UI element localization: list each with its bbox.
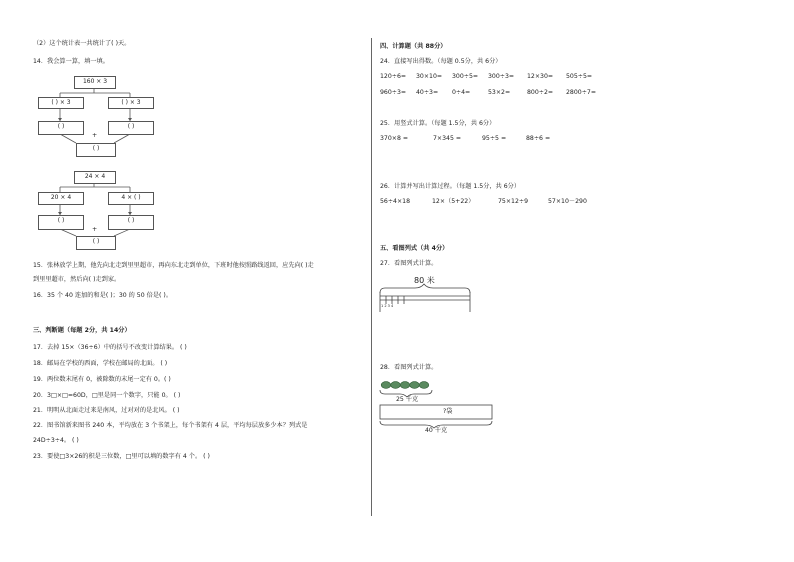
vertical-calc-1: 370×8 = <box>380 135 409 142</box>
tree1-right: ( ) × 3 <box>108 97 154 109</box>
vertical-calc-4: 88÷6 = <box>526 135 551 142</box>
tree2-mid-right: ( ) <box>108 215 154 230</box>
flour-bag-3 <box>400 382 410 389</box>
flour-bag-4 <box>410 382 420 389</box>
question-25: 25．用竖式计算。（每题 1.5分，共 6分） <box>380 120 496 127</box>
process-calc-3: 75×12÷9 <box>498 198 529 205</box>
question-15-line2: 到里里超市，然后向( )走到家。 <box>33 276 121 283</box>
tree2-left: 20 × 4 <box>38 192 84 205</box>
section-5-heading: 五、看图列式（共 4分） <box>380 245 449 252</box>
question-13-part-2: （2）这个统计表一共统计了( )天。 <box>33 40 131 47</box>
tree1-left: ( ) × 3 <box>38 97 84 109</box>
question-14: 14．我会算一算，填一填。 <box>33 58 109 65</box>
tree1-plus: + <box>92 132 98 139</box>
question-26: 26．计算并写出计算过程。（每题 1.5分，共 6分） <box>380 183 521 190</box>
question-15-line1: 15．张林放学上期，他先向北走到里里超市，再向东北走到单位，下班时他按照路线返回，应先向( )走 <box>33 262 314 269</box>
tree1-top: 160 × 3 <box>74 76 116 89</box>
tree2-plus: + <box>92 226 98 233</box>
question-20: 20．3□×□=60D，□里是同一个数字，只能 0。 ( ) <box>33 392 181 399</box>
calc-row1-3: 300÷5= <box>452 73 479 80</box>
question-23: 23．要使□3×26的积是三位数，□里可以填的数字有 4 个。 ( ) <box>33 453 210 460</box>
calc-row2-4: 53×2= <box>488 89 511 96</box>
question-21: 21．明明从北面走过来是南风，过对对的是北风。 ( ) <box>33 407 180 414</box>
tree1-mid-left: ( ) <box>38 121 84 135</box>
calc-row1-6: 505÷5= <box>566 73 593 80</box>
flour-bag-1 <box>381 382 391 389</box>
vertical-calc-3: 95÷5 = <box>482 135 507 142</box>
q28-top-weight: 25 千克 <box>396 396 419 403</box>
calc-row1-1: 120÷6= <box>380 73 407 80</box>
question-16: 16．35 个 40 连加的和是( )；30 的 50 倍是( )。 <box>33 292 173 299</box>
section-3-heading: 三、判断题（每题 2分，共 14分） <box>33 327 131 334</box>
question-28: 28．看图列式计算。 <box>380 364 438 371</box>
tree2-right: 4 × ( ) <box>108 192 154 205</box>
question-24: 24．直接写出得数。（每题 0.5分，共 6分） <box>380 58 502 65</box>
q28-bottom-weight: 40 千克 <box>425 427 448 434</box>
flour-bag-5 <box>419 382 429 389</box>
process-calc-2: 12×（5+22） <box>432 198 475 205</box>
calc-row2-5: 800÷2= <box>527 89 554 96</box>
section-4-heading: 四、计算题（共 88分） <box>380 43 447 50</box>
tree1-bottom: ( ) <box>76 143 116 157</box>
question-17: 17．去掉 15×（36÷6）中的括号不改变计算结果。 ( ) <box>33 344 187 351</box>
calc-row1-4: 300÷3= <box>488 73 515 80</box>
tree2-mid-left: ( ) <box>38 215 84 230</box>
question-22-line2: 24D÷3÷4。 ( ) <box>33 437 79 444</box>
q27-length-label: 80 米 <box>414 276 435 285</box>
calc-row2-2: 40÷3= <box>416 89 439 96</box>
vertical-calc-2: 7×345 = <box>433 135 462 142</box>
q28-question-label: ?袋 <box>443 408 453 415</box>
calc-row1-5: 12×30= <box>527 73 554 80</box>
tree1-mid-right: ( ) <box>108 121 154 135</box>
question-27: 27．看图列式计算。 <box>380 260 438 267</box>
flour-bag-2 <box>391 382 401 389</box>
tree2-bottom: ( ) <box>76 236 116 250</box>
flour-bags <box>381 382 429 389</box>
calc-row1-2: 30×10= <box>416 73 443 80</box>
calc-row2-3: 0÷4= <box>452 89 471 96</box>
calc-row2-6: 2800÷7= <box>566 89 597 96</box>
process-calc-4: 57×10－290 <box>548 198 587 205</box>
question-18: 18．邮局在学校的西面，学校在邮局的北面。 ( ) <box>33 360 168 367</box>
calc-row2-1: 960÷3= <box>380 89 407 96</box>
process-calc-1: 56÷4×18 <box>380 198 411 205</box>
question-19: 19．两位数末尾有 0，被除数的末尾一定有 0。( ) <box>33 376 171 383</box>
question-22-line1: 22．图书馆新来图书 240 本，平均放在 3 个书架上，每个书架有 4 层，平均每层放多少本？列式是 <box>33 422 308 429</box>
q27-tick-labels: 1 2 3 4 <box>381 304 394 308</box>
tree2-top: 24 × 4 <box>74 171 116 184</box>
